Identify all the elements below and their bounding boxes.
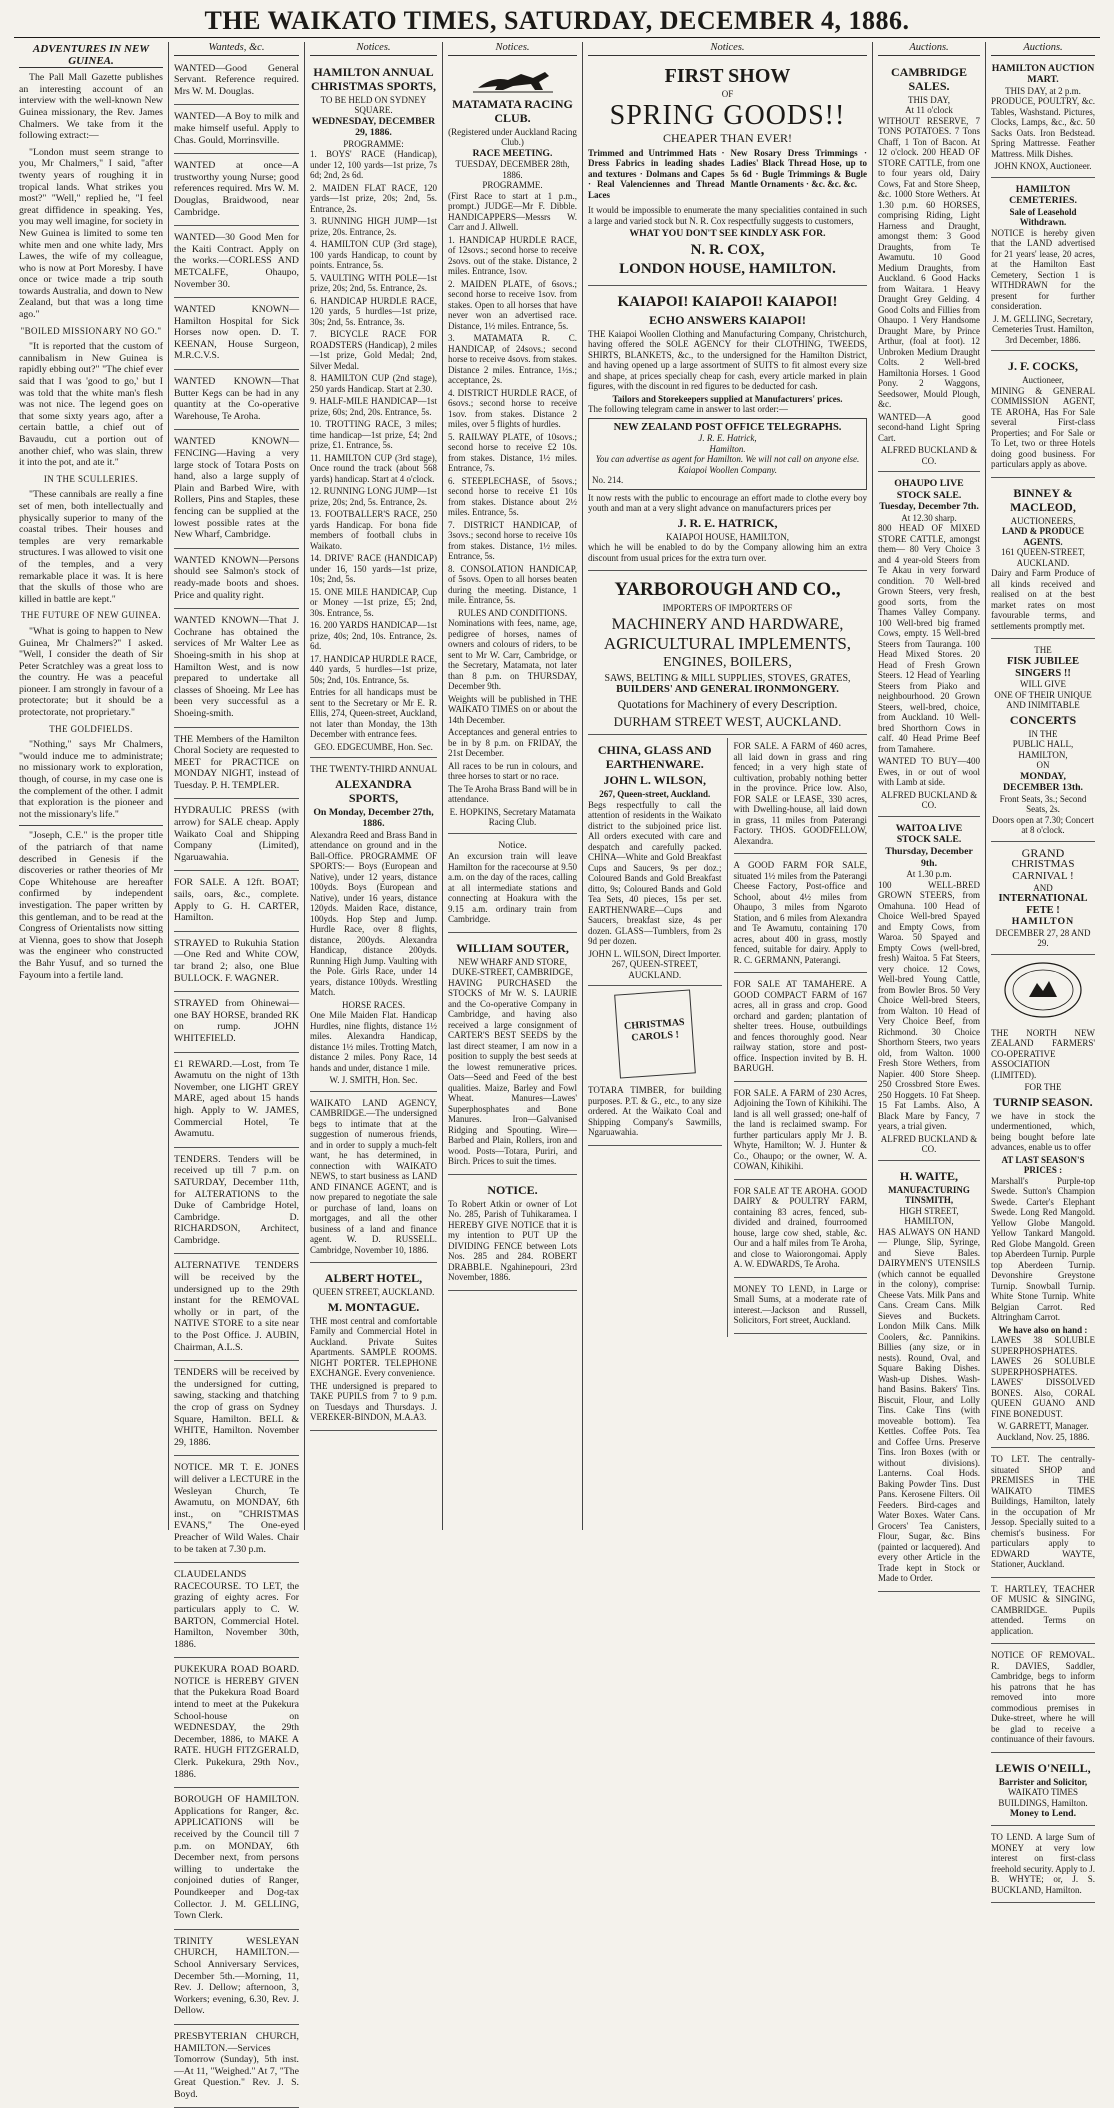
classified-ad: WANTED KNOWN—FENCING—Having a very large stock of Totara Posts on hand, also a large supply of Plain and Barbed Wire, with Rollers, Pins and Staples, these fencing can be supplied at the lowest possible rates at the New Wharf, Cambridge.	[174, 433, 299, 548]
paragraph: "Joseph, C.E." is the proper title of the patriarch of that name described in Genesis if the discoveries or rather theories of Mr Cope Whitehouse are hereafter confirmed by independent investigation. The paper written by this gentleman, and to be read at the Congress of Orientalists now sitting at Vienna, goes to show that Joseph was the engineer who constructed the Bahr Yusuf, and so turned the Fayoum into a fertile land.	[19, 830, 163, 981]
racehorse-icon	[473, 66, 553, 94]
classified-ad: WANTED—A Boy to milk and make himself useful. Apply to Chas. Gould, Morrinsville.	[174, 108, 299, 154]
paragraph: "What is going to happen to New Guinea, Mr Chalmers?" I asked. "Well, I consider the death of Sir Peter Scratchley was a great loss to the country. He was a peaceful pioneer. I am strongly in favour of a protectorate; but it should be a protectorate, not proprietary."	[19, 625, 163, 719]
farm-sale-ad: FOR SALE AT TE AROHA. GOOD DAIRY & POULTRY FARM, containing 83 acres, fenced, sub-divided and drained, fourroomed house, large cow shed, stable, &c. Our and a half miles from Te Aroha, and close to Waiorongomai. Apply A. W. EDWARDS, Te Aroha.	[734, 1183, 868, 1278]
column-heading: Auctions.	[991, 42, 1095, 56]
ad-title: HAMILTON ANNUAL CHRISTMAS SPORTS,	[311, 64, 436, 93]
classified-ad: CLAUDELANDS RACECOURSE. TO LET, the grazing of eighty acres. For particulars apply to C. W. BARTON, Commercial Hotel. Hamilton, November 30th, 1886.	[174, 1566, 299, 1658]
tinsmith-ad: H. WAITE, MANUFACTURING TINSMITH, HIGH STREET, HAMILTON, HAS ALWAYS ON HAND— Plunge, Slip, Syringe, and Sieve Bales. DAIRYMEN'S UTENSILS (which cannot be equalled in the colony), comprise: Cheese Vats. Milk Pans and Cans. Cream Cans. Milk Sieves and Buckets. London Milk Cans. Milk Coolers, &c. Pannikins. Billies (any size, or in nests). Round, Oval, and Square Baking Dishes. Wash-up Dishes. Wash-hand Basins. Bakers' Tins. Biscuit, Flour, and Lolly Tins. Cake Tins (with moveable bottom). Tea Kettles. Coffee Pots. Tea and Coffee Urns. Preserve Tins. Iron Boxes (with or without divisions). Lanterns. Coal Hods. Baking Powder Tins. Dust Pans. Kerosene Filters. Oil Feeders. Bird-cages and Water Boxes. Water Cans. Grocers' Tea Canisters, Flour, Sugar, &c. Bins (painted or lacquered). And every other Article in the Trade kept in Stock or Made to Order.	[878, 1164, 980, 1592]
classified-ad: ALTERNATIVE TENDERS will be received by the undersigned up to the 29th instant for the REMOVAL wholly or in part, of the NATIVE STORE to a site near to the Post Office. J. AUBIN, Chairman, A.L.S.	[174, 1257, 299, 1361]
classified-ad: BOROUGH OF HAMILTON. Applications for Ranger, &c. APPLICATIONS will be received by the Council till 7 p.m. on MONDAY, 6th December next, from persons willing to undertake the conjoined duties of Ranger, Poundkeeper and Dog-tax Collector. J. M. GELLING, Town Clerk.	[174, 1791, 299, 1930]
farm-sale-ad: FOR SALE. A FARM of 230 Acres, Adjoining the Town of Kihikihi. The land is all well grassed; one-half of the land is reclaimed swamp. For further particulars apply Mr J. B. Whyte, Hamilton; W. J. Hunter & Co., Ohaupo; or the owner, W. A. COWAN, Kihikihi.	[734, 1085, 868, 1180]
binney-ad: BINNEY & MACLEOD, AUCTIONEERS, LAND & PRODUCE AGENTS. 161 QUEEN-STREET, AUCKLAND. Dairy and Farm Produce of all kinds received and realised on at the best market rates on most favourable terms, and settlements promptly met.	[991, 481, 1095, 640]
classified-ad: £1 REWARD.—Lost, from Te Awamutu on the night of 13th November, one LIGHT GREY MARE, aged about 15 hands high. Apply to W. JAMES, Commercial Hotel, Te Awamutu.	[174, 1056, 299, 1148]
land-agency-ad: WAIKATO LAND AGENCY, CAMBRIDGE.—The undersigned begs to intimate that at the suggestion of numerous friends, and in order to supply a much-felt want, he has determined, in connection with WAIKATO NEWS, to start business as LAND AND FINANCE AGENT, and is now prepared to negotiate the sale or purchase of land, loans on mortgages, and all the other business of a land and finance agent. W. D. RUSSELL. Cambridge, November 10, 1886.	[310, 1095, 437, 1264]
cambridge-sales: CAMBRIDGE SALES. THIS DAY, At 11 o'clock WITHOUT RESERVE, 7 TONS POTATOES. 7 Tons Chaff, 1 Ton of Bacon. At 12 o'clock. 200 HEAD OF STORE CATTLE, from one to four years old, Dairy Cows, Fat and Store Sheep, &c. 1000 Store Wethers. At 1.30 p.m. 60 HORSES, comprising Riding, Light Harness and Draught, amongst them: 3 Good Draughts, from Te Awamutu. 10 Good Medium Draughts, from Auckland. 6 Good Hacks from Waitara. 1 Heavy Draught Grey Gelding. 4 Good Colts and Fillies from Ohaupo. 1 Very Handsome Draught Mare, by Prince Arthur, (foal at foot). 12 Unbroken Medium Draught Colts. 2 Well-bred Hamiltonia Horses. 1 Good Pony. 2 Waggons, Seedsower, Mould Plough, &c. WANTED—A good second-hand Light Spring Cart. ALFRED BUCKLAND & CO.	[878, 60, 980, 473]
column-2	[169, 42, 305, 2100]
column-5	[583, 42, 873, 1530]
classified-ad: WANTED—Good General Servant. Reference required. Mrs W. M. Douglas.	[174, 60, 299, 106]
column-heading: Wanteds, &c.	[174, 42, 299, 56]
subheading: THE GOLDFIELDS.	[49, 723, 133, 734]
solicitor-ad: LEWIS O'NEILL, Barrister and Solicitor, WAIKATO TIMES BUILDINGS, Hamilton. Money to Lend.	[991, 1756, 1095, 1826]
auction-mart: HAMILTON AUCTION MART. THIS DAY, at 2 p.m. PRODUCE, POULTRY, &c. Tables, Washstand. Pictures, Clocks, Lamps, &c., &c. 50 Sacks Oats. Iron Bedstead. Spring Mattresse. Feather Mattress. Milk Dishes. JOHN KNOX, Auctioneer.	[991, 60, 1095, 178]
ohaupo-sale: OHAUPO LIVE STOCK SALE. Tuesday, December 7th. At 12.30 sharp. 800 HEAD OF MIXED STORE CATTLE, amongst them— 80 Very Choice 3 and 4 year-old Steers from Te Akau in very forward condition. 70 Well-bred Grown Steers, very fresh, good sorts, from the Thames Valley Company. 100 Well-bred big framed Cows, empty. 15 Well-bred Steers from Tauranga. 100 Head Mixed Stores. 20 Head of Fresh Grown Steers. 12 Head of Yearling Steers from Piako and neighbourhood. 20 Grown Steers, well-bred, choice, from Auckland. 10 Well-bred Shorthorn Cows in calf. 40 Head Prime Beef from Tamahere. WANTED TO BUY—400 Ewes, in or out of wool with Lamb at side. ALFRED BUCKLAND & CO.	[878, 475, 980, 817]
lower-left	[588, 738, 728, 1337]
carols-card: CHRISTMAS CAROLS !	[614, 990, 696, 1079]
classified-ad: HYDRAULIC PRESS (with arrow) for SALE cheap. Apply Waikato Coal and Shipping Company (Limited), Ngaruawahia.	[174, 802, 299, 871]
column-heading: Notices.	[448, 42, 577, 56]
loan-ad: MONEY TO LEND, in Large or Small Sums, at a moderate rate of interest.—Jackson and Russell, Solicitors, Fort street, Auckland.	[734, 1281, 868, 1334]
fence-notice: NOTICE. To Robert Atkin or owner of Lot No. 285, Parish of Tuhikaramea. I HEREBY GIVE NOTICE that it is my intention to PUT UP the DIVIDING FENCE between Lots Nos. 285 and 284. ROBERT DRABBLE. Ngahinepouri, 23rd November, 1886.	[448, 1178, 577, 1291]
column-heading: Notices.	[588, 42, 867, 56]
paragraph: The Pall Mall Gazette publishes an interesting account of an interview with the well-known New Guinea missionary, the Rev. James Chalmers. We take from it the following extract:—	[19, 72, 163, 142]
masthead	[14, 6, 1100, 38]
paragraph: "Nothing," says Mr Chalmers, "would induce me to administrate; no missionary work to exploration, though, of course, in my case one is the complement of the other. I admit that exploration is the pioneer and not the missionary's life."	[19, 739, 163, 820]
masthead-title: THE WAIKATO TIMES, SATURDAY, DECEMBER 4, 1886.	[204, 6, 910, 35]
classified-ad: WANTED KNOWN—Hamilton Hospital for Sick Horses now open. D. T. KEENAN, House Surgeon, M.R.C.V.S.	[174, 301, 299, 370]
classified-ad: PUKEKURA ROAD BOARD. NOTICE is HEREBY GIVEN that the Pukekura Road Board intend to meet at the Pukekura School-house on WEDNESDAY, the 29th December, 1886, to MAKE A RATE. HUGH FITZGERALD, Clerk. Pukekura, 29th Nov., 1886.	[174, 1661, 299, 1788]
farm-sale-ad: FOR SALE. A FARM of 460 acres, all laid down in grass and ring fenced; in a very high state of cultivation, probably nothing better in the province. Price low. Also, FOR SALE or LEASE, 330 acres, with Dwelling-house, all laid down in grass, 11 miles from Paterangi Factory. THOS. GOODFELLOW, Alexandra.	[734, 738, 868, 854]
column-4	[443, 42, 583, 1530]
paragraph: "These cannibals are really a fine set of men, both intellectually and physically superior to many of the coastal tribes. Their houses and temples are very remarkable structures. I was allowed to visit one of the temples, and a very remarkable place it was. It is here that the skulls of those who are killed in battle are kept."	[19, 489, 163, 605]
hotel-ad: ALBERT HOTEL, QUEEN STREET, AUCKLAND. M. MONTAGUE. THE most central and comfortable Family and Commercial Hotel in Auckland. Private Suites Apartments. SAMPLE ROOMS. NIGHT PORTER. TELEPHONE EXCHANGE. Every convenience. THE undersigned is prepared to TAKE PUPILS from 7 to 9 p.m. on Tuesdays and Thursdays. J. VEREKER-BINDON, M.A.A3.	[310, 1266, 437, 1431]
yarborough-ad: YARBOROUGH AND CO., IMPORTERS OF IMPORTERS OF MACHINERY AND HARDWARE, AGRICULTURAL IMPLEMENTS, ENGINES, BOILERS, SAWS, BELTING & MILL SUPPLIES, STOVES, GRATES, BUILDERS' AND GENERAL IRONMONGERY. Quotations for Machinery of every Description. DURHAM STREET WEST, AUCKLAND.	[588, 574, 867, 735]
notice-ad: Notice. An excursion train will leave Hamilton for the racecourse at 9.50 a.m. on the day of the races, calling at all intermediate stations and connecting at Hoakura with the 9.15 a.m. ordinary train from Cambridge.	[448, 837, 577, 933]
waitoa-sale: WAITOA LIVE STOCK SALE. Thursday, December 9th. At 1.30 p.m. 100 WELL-BRED GROWN STEERS, from Omahuna. 100 Head of Choice Well-bred Spayed and Empty Cows, from Waroa. 50 Spayed and Empty Cows (well-bred, fresh) Waitoa. 5 Fat Steers, very choice. 12 Cows, Well-bred Young Cattle, from Bowler Bros. 50 Very Choice Well-bred Steers, from Walton. 10 Head of Very Choice Beef, from Richmond. 30 Choice Shorthorn Steers, two years old, from Walton. 1000 Fresh Store Wethers, from Napier. 400 Store Sheep. 250 Crossbred Store Ewes. 250 Hoggets. 10 Fat Sheep. 15 Fat Lambs. Also, A Black Mare by Fancy, 7 years, a trial given. ALFRED BUCKLAND & CO.	[878, 820, 980, 1161]
carnival-ad: GRAND CHRISTMAS CARNIVAL ! AND INTERNATIONAL FETE ! HAMILTON DECEMBER 27, 28 AND 29.	[991, 845, 1095, 955]
subheading: "BOILED MISSIONARY NO GO."	[20, 325, 162, 336]
association-seal-icon	[1003, 961, 1083, 1019]
totara-ad: TOTARA TIMBER, for building purposes. P.T. & G., etc., to any size ordered. At the Waikato Coal and Shipping Company's Sawmills, Ngaruawahia.	[588, 1082, 722, 1146]
column-heading: Notices.	[310, 42, 437, 56]
money-to-lend: TO LEND. A large Sum of MONEY at very low interest on first-class freehold security. Apply to J. B. WHYTE; or, J. S. BUCKLAND, Hamilton.	[991, 1829, 1095, 1903]
columns	[14, 42, 1100, 2100]
telegram-box: NEW ZEALAND POST OFFICE TELEGRAPHS. J. R. E. Hatrick, Hamilton. You can advertise as agent for Hamilton. We will not call on anyone else. Kaiapoi Woollen Company. No. 214.	[588, 418, 867, 490]
column-6	[873, 42, 986, 1584]
fisk-concert-ad: THE FISK JUBILEE SINGERS !! WILL GIVE ONE OF THEIR UNIQUE AND INIMITABLE CONCERTS IN THE PUBLIC HALL, HAMILTON, ON MONDAY, DECEMBER 13th. Front Seats, 3s.; Second Seats, 2s. Doors open at 7.30; Concert at 8 o'clock.	[991, 642, 1095, 841]
classified-ad: PRESBYTERIAN CHURCH, HAMILTON.—Services Tomorrow (Sunday), 5th inst.—At 11, "Weighed." At 7, "The Great Question." Rev. J. S. Boyd.	[174, 2028, 299, 2108]
souter-ad: WILLIAM SOUTER, NEW WHARF AND STORE, DUKE-STREET, CAMBRIDGE, HAVING PURCHASED the STOCKS of Mr W. S. LAURIE and the Co-operative Company in Cambridge, and having also received a large consignment of CARTER'S BEST SEEDS by the last direct steamer, I am now in a position to supply the best seeds at the lowest remunerative prices. Oats—Seed and Feed of the best qualities. Maize, Barley and Fowl Wheat. Manures—Lawes' Superphosphates and Bone Manures. Iron—Galvanised Ridging and Spouting. Wire—Barbed and Plain, Rollers, iron and wood. Posts—Totara, Puriri, and Birch. Prices to suit the times.	[448, 936, 577, 1175]
sports-ad: HAMILTON ANNUAL CHRISTMAS SPORTS, TO BE HELD ON SYDNEY SQUARE. WEDNESDAY, DECEMBER 29, 1886. PROGRAMME: 1. BOYS' RACE (Handicap), under 12, 100 yards—1st prize, 7s 6d; 2nd, 2s 6d. 2. MAIDEN FLAT RACE, 120 yards—1st prize, 20s; 2nd, 5s. Entrance, 2s. 3. RUNNING HIGH JUMP—1st prize, 20s. Entrance, 2s. 4. HAMILTON CUP (3rd stage), 100 yards Handicap, to count by points. Entrance, 5s. 5. VAULTING WITH POLE—1st prize, 20s; 2nd, 5s. Entrance, 2s. 6. HANDICAP HURDLE RACE, 120 yards, 5 hurdles—1st prize, 30s; 2nd, 5s. Entrance, 3s. 7. BICYCLE RACE FOR ROADSTERS (Handicap), 2 miles—1st prize, Gold Medal; 2nd, Silver Medal. 8. HAMILTON CUP (2nd stage), 250 yards Handicap. Start at 2.30. 9. HALF-MILE HANDICAP—1st prize, 60s; 2nd, 20s. Entrance, 5s. 10. TROTTING RACE, 3 miles; time handicap—1st prize, £4; 2nd prize, £1. Entrance, 5s. 11. HAMILTON CUP (3rd stage), Once round the track (about 568 yards) handicap. Start at 4 o'clock. 12. RUNNING LONG JUMP—1st prize, 20s; 2nd, 5s. Entrance, 2s. 13. FOOTBALLER'S RACE, 250 yards Handicap. For bona fide members of football clubs in Waikato. 14. DRIVE' RACE (HANDICAP) under 16, 150 yards—1st prize, 10s; 2nd, 5s. 15. ONE MILE HANDICAP, Cup or Money —1st prize, £5; 2nd, 30s. Entrance, 5s. 16. 200 YARDS HANDICAP—1st prize, 40s; 2nd, 10s. Entrance, 2s. 6d. 17. HANDICAP HURDLE RACE, 440 yards, 5 hurdles—1st prize, 50s; 2nd, 10s. Entrance, 5s. Entries for all handicaps must be sent to the Secretary or Mr E. R. Ellis, 274, Queen-street, Auckland, not later than Monday, the 13th December with entrance fees. GEO. EDGECUMBE, Hon. Sec.	[310, 60, 437, 759]
spring-goods-ad: FIRST SHOW OF SPRING GOODS!! CHEAPER THAN EVER! Trimmed and Untrimmed Hats · Dress Fabrics in leading shades and textures · Dolmans and Capes · Real Valenciennes and Thread Laces New Rosary Dress Trimmings · Ladies' Black Thread Hose, up to 5s 6d · Bugle Trimmings & Bugle Mantle Ornaments · &c. &c. &c. It would be impossible to enumerate the many specialities contained in such a large and varied stock but N. R. Cox respectfully suggests to customers, WHAT YOU DON'T SEE KINDLY ASK FOR. N. R. COX, LONDON HOUSE, HAMILTON.	[588, 60, 867, 286]
paragraph: "London must seem strange to you, Mr Chalmers," I said, "after twenty years of roughing it in tropical lands. What strikes you most?" "Well," replied he, "I feel great diffidence in speaking. Yes, you may well imagine, for society in New Guinea is limited to some ten white men and one white lady, Mrs Lawes, the wife of my colleague, who is now at Port Moresby. I have once or twice made a trip south towards Australia, and down to New Zealand, but that was a long time ago."	[19, 146, 163, 321]
classified-ad: WANTED at once—A trustworthy young Nurse; good references required. Mrs W. M. Douglas, Braidwood, near Cambridge.	[174, 157, 299, 226]
farm-sale-ad: A GOOD FARM FOR SALE, situated 1½ miles from the Paterangi Cheese Factory, Post-office and School, about 4½ miles from Ohaupo, 3 miles from Ngaroto Station, and 6 miles from Alexandra and Te Awamutu, containing 170 acres, about 400 in grass, mostly fenced, suitable for dairy. Apply to R. C. GERMANN, Paterangi.	[734, 857, 868, 973]
masthead-rule	[14, 37, 1100, 38]
classified-ad: TRINITY WESLEYAN CHURCH, HAMILTON.—School Anniversary Services, December 5th.—Morning, 11, Rev. J. Dellow; afternoon, 3, Workers; evening, 6.30, Rev. J. Dellow.	[174, 1933, 299, 2025]
column-7	[986, 42, 1100, 1895]
classified-ad: WANTED KNOWN—That Butter Kegs can be had in any quantity at the Co-operative Warehouse, Te Aroha.	[174, 373, 299, 430]
farm-sale-ad: FOR SALE AT TAMAHERE. A GOOD COMPACT FARM of 167 acres, all in grass and crop. Good orchard and garden; plantation of shelter trees. House, outbuildings and fences thoroughly good. Near railway station, store and post-office. Inspection invited by B. H. BARUGH.	[734, 976, 868, 1082]
classified-ad: STRAYED to Rukuhia Station—One Red and White COW, tar brand 2; also, one Blue BULLOCK. F. WAGNER.	[174, 935, 299, 992]
shop-to-let: TO LET. The centrally-situated SHOP and PREMISES in THE WAIKATO TIMES Buildings, Hamilton, lately in the occupation of Mr Jessop. Specially suited to a chemist's business. For particulars apply to EDWARD WAYTE, Stationer, Auckland.	[991, 1451, 1095, 1578]
classified-ad: WANTED KNOWN—That J. Cochrane has obtained the services of Mr Walter Lee as Shoeing-smith in his shop at Hamilton West, and is now prepared to undertake all classes of Shoeing. Mr Lee has been very successful as a Shoeing-smith.	[174, 612, 299, 727]
article-title: ADVENTURES IN NEW GUINEA.	[19, 44, 163, 68]
removal-notice: NOTICE OF REMOVAL. R. DAVIES, Saddler, Cambridge, begs to inform his patrons that he has removed into more commodious premises in Duke-street, where he will be glad to receive a continuance of their favours.	[991, 1647, 1095, 1753]
column-1	[14, 42, 169, 1530]
subheading: THE FUTURE OF NEW GUINEA.	[20, 610, 162, 621]
music-teacher-ad: T. HARTLEY, TEACHER OF MUSIC & SINGING, CAMBRIDGE. Pupils attended. Terms on application.	[991, 1581, 1095, 1645]
classified-ad: STRAYED from Ohinewai—one BAY HORSE, branded RK on rump. JOHN WHITEFIELD.	[174, 995, 299, 1052]
classified-ad: FOR SALE. A 12ft. BOAT; sails, oars, &c., complete. Apply to G. H. CARTER, Hamilton.	[174, 874, 299, 931]
paragraph: "It is reported that the custom of cannibalism in New Guinea is rapidly ebbing out?" "The chief ever said that I was 'good to go,' but I was told that the white man's flesh was not nice. The legend goes on that some sixty years ago, after a certain battle, a chief out of Bavaudu, cut a portion out of another chief, who was slain, threw it into the pot, and ate it."	[19, 341, 163, 469]
classified-ad: TENDERS will be received by the undersigned for cutting, sawing, stacking and thatching the crop of grass on Sydney Square, Hamilton. BELL & WHITE, Hamilton. November 29, 1886.	[174, 1364, 299, 1456]
kaiapoi-ad: KAIAPOI! KAIAPOI! KAIAPOI! ECHO ANSWERS KAIAPOI! THE Kaiapoi Woollen Clothing and Manufacturing Company, Christchurch, having offered the SOLE AGENCY for their CLOTHING, TWEEDS, SHIRTS, BLANKETS, &c., to the undersigned for the Hamilton District, and having opened up a large assortment of SUITS to fit almost every size and shape, at prices specially cheap for cash, every article marked in plain figures, with the discount in red figures to be deducted for cash. Tailors and Storekeepers supplied at Manufacturers' prices. The following telegram came in answer to last order:— NEW ZEALAND POST OFFICE TELEGRAPHS. J. R. E. Hatrick, Hamilton. You can advertise as agent for Hamilton. We will not call on anyone else. Kaiapoi Woollen Company. No. 214. It now rests with the public to encourage an effort made to clothe every boy youth and man at a very slight advance on manufacturers prices per J. R. E. HATRICK, KAIAPOI HOUSE, HAMILTON, which he will be enabled to do by the Company allowing him an extra discount from usual prices for the extra turn over.	[588, 289, 867, 572]
divider	[19, 825, 163, 826]
subheading: IN THE SCULLERIES.	[43, 473, 139, 484]
classified-ad: THE Members of the Hamilton Choral Society are requested to MEET for PRACTICE on MONDAY NIGHT, instead of Tuesday. P. H. TEMPLER.	[174, 731, 299, 800]
cemetery-notice: HAMILTON CEMETERIES. Sale of Leasehold Withdrawn. NOTICE is hereby given that the LAND advertised for 21 years' lease, 20 acres, at the Hamilton East Cemetery, Section 1 is WITHDRAWN for the present for further consideration. J. M. GELLING, Secretary, Cemeteries Trust. Hamilton, 3rd December, 1886.	[991, 181, 1095, 352]
column-heading: Auctions.	[878, 42, 980, 56]
china-ad: CHINA, GLASS AND EARTHENWARE. JOHN L. WILSON, 267, Queen-street, Auckland. Begs respectfully to call the attention of residents in the Waikato district to the subjoined price list. All orders executed with care and despatch and carefully packed. CHINA—White and Gold Breakfast Cups and Saucers, 9s per doz.; Coloured Bands and Gold Breakfast ditto, 9s; Coloured Bands and Gold Tea Sets, 40 pieces, 15s per set. EARTHENWARE—Cups and Saucers, breakfast size, 4s per dozen. GLASS—Tumblers, from 2s 9d per dozen. JOHN L. WILSON, Direct Importer. 267, QUEEN-STREET, AUCKLAND.	[588, 738, 722, 986]
classified-ad: WANTED KNOWN—Persons should see Salmon's stock of ready-made boots and shoes. Price and quality right.	[174, 552, 299, 609]
classified-ad: NOTICE. MR T. E. JONES will deliver a LECTURE in the Wesleyan Church, Te Awamutu, on MONDAY, 6th inst., on "CHRISTMAS EVANS," The One-eyed Preacher of Wild Wales. Chair to be taken at 7.30 p.m.	[174, 1459, 299, 1563]
classified-ad: TENDERS. Tenders will be received up till 7 p.m. on SATURDAY, December 11th, for ALTERATIONS to the Duke of Cambridge Hotel, Cambridge. D. RICHARDSON, Architect, Cambridge.	[174, 1151, 299, 1255]
farmers-coop-ad: THE NORTH NEW ZEALAND FARMERS' CO-OPERATIVE ASSOCIATION (LIMITED). FOR THE TURNIP SEASON. we have in stock the undermentioned, which, being bought before late advances, enable us to offer AT LAST SEASON'S PRICES : Marshall's Purple-top Swede. Sutton's Champion Swede. Carter's Elephant Swede. Long Red Mangold. Yellow Globe Mangold. Yellow Tankard Mangold. Red Globe Mangold. Green top Aberdeen Turnip. Purple top Aberdeen Turnip. Devonshire Greystone Turnip. Snowball Turnip. White Stone Turnip. White Belgian Carrot. Red Altringham Carrot. We have also on hand : LAWES 38 SOLUBLE SUPERPHOSPHATES. LAWES 26 SOLUBLE SUPERPHOSPHATES. LAWES' DISSOLVED BONES. Also, CORAL QUEEN GUANO AND FINE BONEDUST. W. GARRETT, Manager. Auckland, Nov. 25, 1886.	[991, 1025, 1095, 1449]
lower-right	[734, 738, 868, 1337]
racing-ad: MATAMATA RACING CLUB. (Registered under Auckland Racing Club.) RACE MEETING. TUESDAY, DECEMBER 28th, 1886. PROGRAMME. (First Race to start at 1 p.m., prompt.) JUDGE—Mr F. Dibble. HANDICAPPERS—Messrs W. Carr and J. Allwell. 1. HANDICAP HURDLE RACE, of 12sovs.; second horse to receive 2sovs. out of the stake. Distance, 2 miles. Entrance, 1sov. 2. MAIDEN PLATE, of 6sovs.; second horse to receive 1sov. from stakes. Open to all horses that have never won an advertised race. Distance, 1½ miles. Entrance, 5s. 3. MATAMATA R. C. HANDICAP, of 24sovs.; second horse to receive 4sovs. from stakes. Distance 2 miles. Entrance, 1½s.; acceptance, 2s. 4. DISTRICT HURDLE RACE, of 6sovs.; second horse to receive 1sov. from stakes. Distance 2 miles, over 5 flights of hurdles. 5. RAILWAY PLATE, of 10sovs.; second horse to receive £2 10s. from stakes. Distance, 1½ miles. Entrance, 7s. 6. STEEPLECHASE, of 5sovs.; second horse to receive £1 10s from stakes. Distance about 2½ miles. Entrance, 5s. 7. DISTRICT HANDICAP, of 3sovs.; second horse to receive 10s from stakes. Distance, 1½ miles. Entrance, 5s. 8. CONSOLATION HANDICAP, of 5sovs. Open to all horses beaten during the meeting. Distance, 1 mile. Entrance, 5s. RULES AND CONDITIONS. Nominations with fees, name, age, pedigree of horses, names of owners and colours of riders, to be sent to Mr W. Carr, Cambridge, or the Secretary, Matamata, not later than 8 p.m. on THURSDAY, December 9th. Weights will be published in THE WAIKATO TIMES on or about the 14th December. Acceptances and general entries to be in by 8 p.m. on FRIDAY, the 21st December. All races to be run in colours, and three horses to start or no race. The Te Aroha Brass Band will be in attendance. E. HOPKINS, Secretary Matamata Racing Club.	[448, 60, 577, 834]
classified-ad: WANTED—30 Good Men for the Kaiti Contract. Apply on the works.—CORLESS AND METCALFE, Ohaupo, November 30.	[174, 229, 299, 298]
sports-ad: THE TWENTY-THIRD ANNUAL ALEXANDRA SPORTS, On Monday, December 27th, 1886. Alexandra Reed and Brass Band in attendance on ground and in the Ball-Office. PROGRAMME OF SPORTS:— Boys (European and Native), under 12 years, distance 100yds. Boys (European and Native), under 16 years, distance 120yds. Maiden Race, distance, 100yds. Hop Step and Jump. Hurdle Race, over 8 flights, distance, 200yds. Alexandra Handicap, distance 200yds. Running High Jump. Vaulting with the Pole. Girls Race, under 14 years, distance 100yds. Wrestling Match. HORSE RACES. One Mile Maiden Flat. Handicap Hurdles, nine flights, distance 1½ miles. Alexandra Handicap, distance 1½ miles. Trotting Match, distance 2 miles. Pony Race, 14 hands and under, distance 1 mile. W. J. SMITH, Hon. Sec.	[310, 761, 437, 1092]
lower-split	[588, 738, 867, 1337]
cocks-ad: J. F. COCKS, Auctioneer, MINING & GENERAL COMMISSION AGENT, TE AROHA, Has For Sale several First-class Properties; and For Sale or To Let, two or three Hotels doing good business. For particulars apply as above.	[991, 354, 1095, 478]
column-3	[305, 42, 443, 1530]
